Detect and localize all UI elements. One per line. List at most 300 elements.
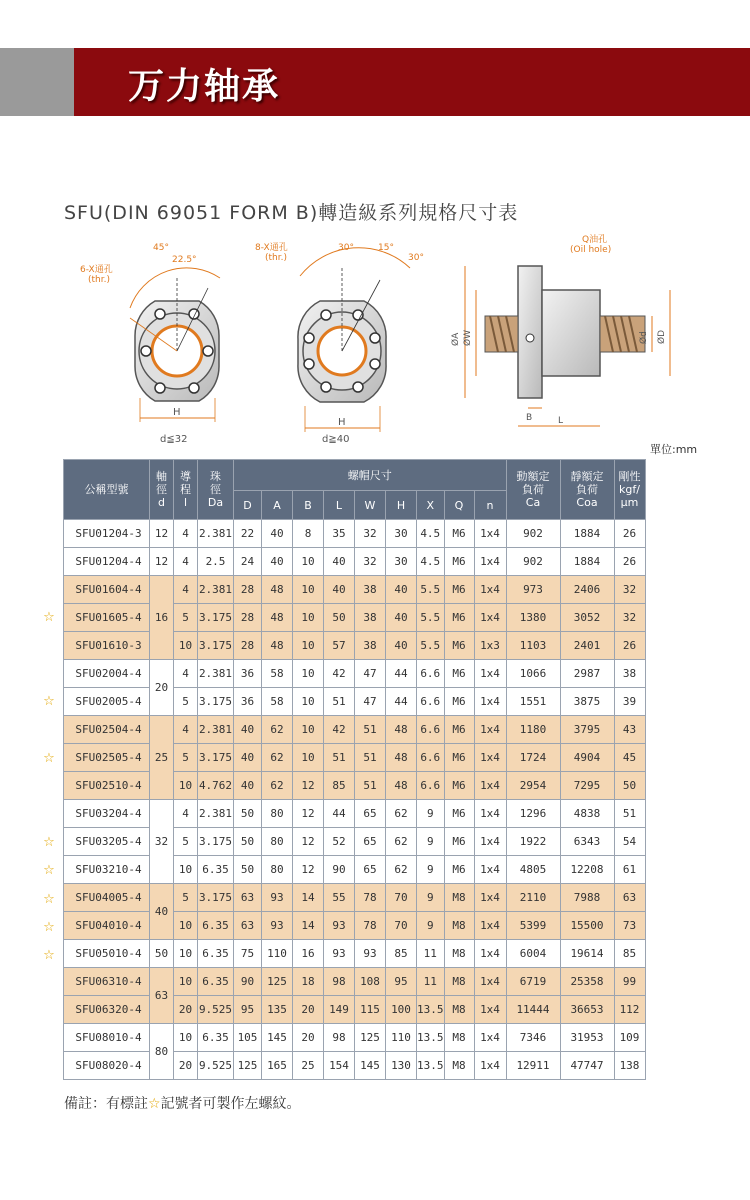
cell-h: 85 xyxy=(386,940,417,968)
cell-q: M6 xyxy=(444,688,474,716)
cell-w: 47 xyxy=(355,688,386,716)
cell-b: 10 xyxy=(293,632,324,660)
cell-coa: 19614 xyxy=(560,940,614,968)
cell-h: 40 xyxy=(386,576,417,604)
cell-n: 1x3 xyxy=(474,632,506,660)
cell-ca: 902 xyxy=(506,520,560,548)
cell-x: 11 xyxy=(417,968,445,996)
cell-h: 130 xyxy=(386,1052,417,1080)
cell-h: 70 xyxy=(386,912,417,940)
cell-x: 6.6 xyxy=(417,744,445,772)
svg-text:15°: 15° xyxy=(378,243,394,253)
cell-ca: 12911 xyxy=(506,1052,560,1080)
star-icon: ☆ xyxy=(43,948,55,963)
cell-h: 40 xyxy=(386,632,417,660)
cell-b: 12 xyxy=(293,772,324,800)
cell-a: 62 xyxy=(262,744,293,772)
cell-h: 48 xyxy=(386,772,417,800)
cell-k: 61 xyxy=(614,856,645,884)
cell-ca: 1180 xyxy=(506,716,560,744)
cell-n: 1x4 xyxy=(474,828,506,856)
cell-x: 13.5 xyxy=(417,996,445,1024)
cell-q: M8 xyxy=(444,884,474,912)
cell-q: M6 xyxy=(444,828,474,856)
cell-coa: 1884 xyxy=(560,520,614,548)
cell-da: 3.175 xyxy=(198,604,234,632)
cell-coa: 1884 xyxy=(560,548,614,576)
cell-k: 43 xyxy=(614,716,645,744)
cell-da: 3.175 xyxy=(198,688,234,716)
cell-w: 38 xyxy=(355,576,386,604)
cell-x: 9 xyxy=(417,856,445,884)
technical-drawings xyxy=(60,228,700,447)
cell-k: 112 xyxy=(614,996,645,1024)
cell-x: 9 xyxy=(417,828,445,856)
cell-q: M6 xyxy=(444,576,474,604)
cell-ca: 1103 xyxy=(506,632,560,660)
cell-da: 2.381 xyxy=(198,520,234,548)
cell-h: 30 xyxy=(386,548,417,576)
cell-coa: 6343 xyxy=(560,828,614,856)
col-L: L xyxy=(324,491,355,520)
cell-d: 36 xyxy=(234,660,262,688)
cell-l: 40 xyxy=(324,576,355,604)
cell-l: 42 xyxy=(324,716,355,744)
cell-k: 73 xyxy=(614,912,645,940)
cell-shaft-dia: 40 xyxy=(150,884,174,940)
col-shaft-dia: 軸 徑 d xyxy=(150,460,174,520)
cell-k: 32 xyxy=(614,576,645,604)
cell-n: 1x4 xyxy=(474,688,506,716)
cell-lead: 20 xyxy=(174,1052,198,1080)
cell-d: 28 xyxy=(234,576,262,604)
cell-h: 62 xyxy=(386,828,417,856)
cell-da: 6.35 xyxy=(198,912,234,940)
cell-da: 6.35 xyxy=(198,968,234,996)
cell-q: M6 xyxy=(444,856,474,884)
spec-table xyxy=(63,459,646,1080)
cell-n: 1x4 xyxy=(474,1052,506,1080)
cell-k: 45 xyxy=(614,744,645,772)
cell-x: 5.5 xyxy=(417,576,445,604)
cell-n: 1x4 xyxy=(474,744,506,772)
cell-b: 18 xyxy=(293,968,324,996)
svg-text:Q油孔: Q油孔 xyxy=(582,235,608,245)
cell-d: 36 xyxy=(234,688,262,716)
cell-w: 125 xyxy=(355,1024,386,1052)
cell-h: 44 xyxy=(386,660,417,688)
cell-a: 48 xyxy=(262,632,293,660)
cell-model: SFU02510-4 xyxy=(64,772,150,800)
cell-a: 145 xyxy=(262,1024,293,1052)
cell-model: SFU02504-4 xyxy=(64,716,150,744)
cell-h: 100 xyxy=(386,996,417,1024)
table-row xyxy=(64,548,646,576)
cell-lead: 4 xyxy=(174,716,198,744)
cell-shaft-dia: 63 xyxy=(150,968,174,1024)
cell-a: 125 xyxy=(262,968,293,996)
cell-h: 44 xyxy=(386,688,417,716)
cell-k: 51 xyxy=(614,800,645,828)
cell-da: 9.525 xyxy=(198,1052,234,1080)
cell-model: SFU01204-3 xyxy=(64,520,150,548)
cell-model: SFU06320-4 xyxy=(64,996,150,1024)
cell-model: SFU03205-4 xyxy=(64,828,150,856)
document-title: SFU(DIN 69051 FORM B)轉造級系列規格尺寸表 xyxy=(64,202,519,224)
cell-shaft-dia: 80 xyxy=(150,1024,174,1080)
cell-lead: 4 xyxy=(174,800,198,828)
cell-q: M6 xyxy=(444,716,474,744)
cell-x: 5.5 xyxy=(417,632,445,660)
cell-q: M6 xyxy=(444,660,474,688)
cell-l: 85 xyxy=(324,772,355,800)
cell-a: 80 xyxy=(262,800,293,828)
cell-b: 10 xyxy=(293,716,324,744)
cell-model: SFU03210-4 xyxy=(64,856,150,884)
svg-text:d≦32: d≦32 xyxy=(160,434,188,443)
cell-lead: 4 xyxy=(174,576,198,604)
svg-text:45°: 45° xyxy=(153,243,169,253)
cell-l: 40 xyxy=(324,548,355,576)
cell-w: 47 xyxy=(355,660,386,688)
cell-d: 63 xyxy=(234,884,262,912)
col-static-load: 靜額定 負荷 Coa xyxy=(560,460,614,520)
cell-q: M8 xyxy=(444,1052,474,1080)
col-ball-dia: 珠 徑 Da xyxy=(198,460,234,520)
cell-model: SFU05010-4 xyxy=(64,940,150,968)
cell-d: 50 xyxy=(234,828,262,856)
cell-d: 28 xyxy=(234,632,262,660)
cell-d: 40 xyxy=(234,772,262,800)
cell-x: 9 xyxy=(417,912,445,940)
col-D: D xyxy=(234,491,262,520)
cell-b: 10 xyxy=(293,548,324,576)
cell-h: 62 xyxy=(386,856,417,884)
cell-k: 50 xyxy=(614,772,645,800)
cell-coa: 4838 xyxy=(560,800,614,828)
cell-lead: 10 xyxy=(174,968,198,996)
cell-model: SFU04005-4 xyxy=(64,884,150,912)
cell-shaft-dia: 32 xyxy=(150,800,174,884)
cell-w: 38 xyxy=(355,632,386,660)
star-icon: ☆ xyxy=(43,919,55,935)
cell-d: 90 xyxy=(234,968,262,996)
cell-ca: 1724 xyxy=(506,744,560,772)
cell-da: 2.381 xyxy=(198,576,234,604)
col-A: A xyxy=(262,491,293,520)
cell-coa: 2406 xyxy=(560,576,614,604)
cell-x: 4.5 xyxy=(417,520,445,548)
table-row xyxy=(64,800,646,828)
cell-ca: 5399 xyxy=(506,912,560,940)
svg-text:H: H xyxy=(338,417,346,428)
cell-model: SFU02004-4 xyxy=(64,660,150,688)
table-row xyxy=(64,1024,646,1052)
cell-coa: 3875 xyxy=(560,688,614,716)
cell-shaft-dia: 25 xyxy=(150,716,174,800)
cell-coa: 15500 xyxy=(560,912,614,940)
flange-drawing-6-holes xyxy=(80,243,220,443)
cell-n: 1x4 xyxy=(474,604,506,632)
cell-d: 28 xyxy=(234,604,262,632)
svg-text:B: B xyxy=(526,413,533,423)
cell-q: M6 xyxy=(444,548,474,576)
cell-da: 3.175 xyxy=(198,744,234,772)
cell-model: SFU01605-4 xyxy=(64,604,150,632)
svg-text:8-X通孔: 8-X通孔 xyxy=(255,243,288,253)
cell-k: 26 xyxy=(614,520,645,548)
cell-lead: 10 xyxy=(174,632,198,660)
svg-text:(thr.): (thr.) xyxy=(265,253,287,263)
cell-q: M8 xyxy=(444,940,474,968)
cell-d: 75 xyxy=(234,940,262,968)
cell-coa: 7988 xyxy=(560,884,614,912)
cell-b: 12 xyxy=(293,856,324,884)
cell-lead: 5 xyxy=(174,688,198,716)
cell-h: 62 xyxy=(386,800,417,828)
star-icon: ☆ xyxy=(43,694,55,710)
cell-da: 2.381 xyxy=(198,660,234,688)
cell-x: 6.6 xyxy=(417,688,445,716)
cell-x: 6.6 xyxy=(417,660,445,688)
cell-da: 3.175 xyxy=(198,632,234,660)
cell-lead: 5 xyxy=(174,828,198,856)
cell-n: 1x4 xyxy=(474,716,506,744)
cell-coa: 36653 xyxy=(560,996,614,1024)
cell-w: 32 xyxy=(355,520,386,548)
cell-k: 138 xyxy=(614,1052,645,1080)
cell-a: 80 xyxy=(262,856,293,884)
star-icon: ☆ xyxy=(43,863,55,879)
cell-q: M8 xyxy=(444,1024,474,1052)
cell-model: SFU01604-4 xyxy=(64,576,150,604)
cell-l: 50 xyxy=(324,604,355,632)
cell-shaft-dia: 50 xyxy=(150,940,174,968)
star-icon: ☆ xyxy=(148,1096,161,1112)
cell-l: 154 xyxy=(324,1052,355,1080)
cell-b: 10 xyxy=(293,660,324,688)
cell-b: 16 xyxy=(293,940,324,968)
cell-q: M8 xyxy=(444,996,474,1024)
cell-ca: 902 xyxy=(506,548,560,576)
cell-ca: 6719 xyxy=(506,968,560,996)
cell-da: 2.381 xyxy=(198,800,234,828)
cell-l: 51 xyxy=(324,688,355,716)
col-rigidity: 剛性 kgf/ μm xyxy=(614,460,645,520)
cell-x: 13.5 xyxy=(417,1024,445,1052)
cell-ca: 11444 xyxy=(506,996,560,1024)
table-row xyxy=(64,660,646,688)
cell-h: 48 xyxy=(386,716,417,744)
nut-side-view xyxy=(450,233,670,426)
cell-ca: 2110 xyxy=(506,884,560,912)
cell-a: 110 xyxy=(262,940,293,968)
cell-a: 58 xyxy=(262,688,293,716)
star-icon: ☆ xyxy=(43,891,55,907)
cell-lead: 10 xyxy=(174,912,198,940)
svg-text:30°: 30° xyxy=(338,243,354,253)
cell-da: 6.35 xyxy=(198,940,234,968)
col-Q: Q xyxy=(444,491,474,520)
table-row xyxy=(64,716,646,744)
cell-b: 12 xyxy=(293,800,324,828)
cell-shaft-dia: 12 xyxy=(150,520,174,548)
col-H: H xyxy=(386,491,417,520)
cell-n: 1x4 xyxy=(474,1024,506,1052)
cell-d: 40 xyxy=(234,744,262,772)
cell-l: 90 xyxy=(324,856,355,884)
svg-text:d≧40: d≧40 xyxy=(322,434,350,443)
table-row xyxy=(64,576,646,604)
cell-d: 40 xyxy=(234,716,262,744)
table-row xyxy=(64,884,646,912)
cell-q: M6 xyxy=(444,772,474,800)
cell-lead: 5 xyxy=(174,604,198,632)
footnote: 備註：有標註☆記號者可製作左螺紋。 xyxy=(64,1096,301,1112)
col-model: 公稱型號 xyxy=(64,460,150,520)
cell-h: 95 xyxy=(386,968,417,996)
flange-drawing-8-holes xyxy=(255,241,424,443)
cell-da: 3.175 xyxy=(198,828,234,856)
cell-coa: 47747 xyxy=(560,1052,614,1080)
cell-lead: 4 xyxy=(174,548,198,576)
col-nut-dims: 螺帽尺寸 xyxy=(234,460,507,491)
cell-a: 80 xyxy=(262,828,293,856)
cell-w: 32 xyxy=(355,548,386,576)
cell-lead: 10 xyxy=(174,940,198,968)
cell-l: 42 xyxy=(324,660,355,688)
cell-w: 115 xyxy=(355,996,386,1024)
cell-a: 62 xyxy=(262,772,293,800)
cell-ca: 973 xyxy=(506,576,560,604)
star-icon: ☆ xyxy=(43,835,55,851)
cell-da: 2.381 xyxy=(198,716,234,744)
col-n: n xyxy=(474,491,506,520)
table-row xyxy=(64,520,646,548)
cell-d: 125 xyxy=(234,1052,262,1080)
cell-ca: 1380 xyxy=(506,604,560,632)
cell-a: 62 xyxy=(262,716,293,744)
cell-b: 12 xyxy=(293,828,324,856)
cell-n: 1x4 xyxy=(474,772,506,800)
cell-n: 1x4 xyxy=(474,800,506,828)
cell-l: 98 xyxy=(324,968,355,996)
table-row xyxy=(64,940,646,968)
cell-lead: 10 xyxy=(174,1024,198,1052)
cell-b: 25 xyxy=(293,1052,324,1080)
cell-model: SFU08010-4 xyxy=(64,1024,150,1052)
cell-l: 35 xyxy=(324,520,355,548)
cell-d: 95 xyxy=(234,996,262,1024)
col-dynamic-load: 動額定 負荷 Ca xyxy=(506,460,560,520)
cell-h: 30 xyxy=(386,520,417,548)
cell-w: 145 xyxy=(355,1052,386,1080)
cell-w: 38 xyxy=(355,604,386,632)
cell-x: 6.6 xyxy=(417,772,445,800)
cell-d: 50 xyxy=(234,856,262,884)
cell-b: 10 xyxy=(293,688,324,716)
cell-a: 165 xyxy=(262,1052,293,1080)
svg-text:(thr.): (thr.) xyxy=(88,275,110,285)
cell-coa: 7295 xyxy=(560,772,614,800)
cell-q: M8 xyxy=(444,912,474,940)
cell-n: 1x4 xyxy=(474,940,506,968)
cell-lead: 4 xyxy=(174,520,198,548)
cell-ca: 7346 xyxy=(506,1024,560,1052)
cell-d: 22 xyxy=(234,520,262,548)
cell-w: 108 xyxy=(355,968,386,996)
cell-model: SFU06310-4 xyxy=(64,968,150,996)
star-icon: ☆ xyxy=(43,609,55,625)
cell-da: 2.5 xyxy=(198,548,234,576)
cell-q: M6 xyxy=(444,632,474,660)
cell-w: 65 xyxy=(355,800,386,828)
cell-b: 14 xyxy=(293,912,324,940)
cell-x: 9 xyxy=(417,800,445,828)
svg-text:6-X通孔: 6-X通孔 xyxy=(80,265,113,275)
svg-text:Ød: Ød xyxy=(639,331,649,344)
cell-h: 110 xyxy=(386,1024,417,1052)
cell-a: 48 xyxy=(262,604,293,632)
cell-l: 93 xyxy=(324,940,355,968)
cell-ca: 1922 xyxy=(506,828,560,856)
cell-k: 85 xyxy=(614,940,645,968)
cell-model: SFU04010-4 xyxy=(64,912,150,940)
header-grey-block xyxy=(0,48,74,116)
cell-l: 51 xyxy=(324,744,355,772)
cell-x: 4.5 xyxy=(417,548,445,576)
cell-ca: 1296 xyxy=(506,800,560,828)
cell-a: 58 xyxy=(262,660,293,688)
cell-l: 55 xyxy=(324,884,355,912)
cell-l: 98 xyxy=(324,1024,355,1052)
cell-coa: 25358 xyxy=(560,968,614,996)
cell-w: 65 xyxy=(355,856,386,884)
cell-l: 149 xyxy=(324,996,355,1024)
cell-w: 78 xyxy=(355,912,386,940)
cell-x: 9 xyxy=(417,884,445,912)
cell-q: M8 xyxy=(444,968,474,996)
svg-text:ØA: ØA xyxy=(451,332,461,346)
cell-b: 10 xyxy=(293,576,324,604)
cell-b: 20 xyxy=(293,996,324,1024)
cell-ca: 2954 xyxy=(506,772,560,800)
cell-x: 11 xyxy=(417,940,445,968)
cell-model: SFU02505-4 xyxy=(64,744,150,772)
cell-d: 24 xyxy=(234,548,262,576)
cell-ca: 6004 xyxy=(506,940,560,968)
cell-n: 1x4 xyxy=(474,520,506,548)
cell-h: 70 xyxy=(386,884,417,912)
svg-text:30°: 30° xyxy=(408,253,424,263)
cell-a: 40 xyxy=(262,520,293,548)
col-B: B xyxy=(293,491,324,520)
cell-n: 1x4 xyxy=(474,968,506,996)
cell-x: 6.6 xyxy=(417,716,445,744)
cell-da: 3.175 xyxy=(198,884,234,912)
cell-x: 5.5 xyxy=(417,604,445,632)
cell-w: 51 xyxy=(355,716,386,744)
cell-w: 78 xyxy=(355,884,386,912)
svg-text:ØW: ØW xyxy=(463,330,473,346)
svg-text:L: L xyxy=(558,416,564,426)
cell-model: SFU08020-4 xyxy=(64,1052,150,1080)
cell-h: 40 xyxy=(386,604,417,632)
cell-k: 32 xyxy=(614,604,645,632)
cell-d: 105 xyxy=(234,1024,262,1052)
cell-k: 109 xyxy=(614,1024,645,1052)
cell-a: 93 xyxy=(262,884,293,912)
